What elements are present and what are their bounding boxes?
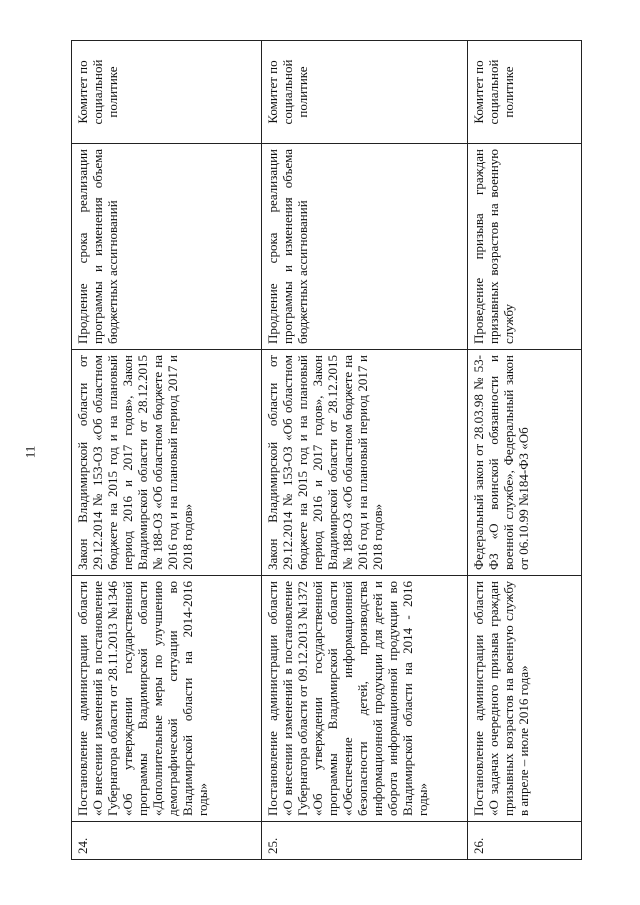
row-number: 24. bbox=[72, 822, 262, 860]
document-title: Постановление администрации области «О внесении изменений в постановление Губернатора области от 28.11.2013 №1346 «Об утверждении государственной программы Владимирской области «Дополнительные меры по улучшению демографической ситуации во Владимирской области на 2014-2016 годы» bbox=[72, 576, 262, 822]
page-number: 11 bbox=[22, 445, 38, 459]
documents-table bbox=[71, 40, 582, 860]
responsible-body: Комитет по социальной политике bbox=[72, 41, 262, 144]
document-title: Постановление администрации области «О внесении изменений в постановление Губернатора области от 09.12.2013 №1372 «Об утверждении государственной программы Владимирской области «Обеспечение информационной безопасности детей, производства информационной продукции для детей и оборота информационной продукции во Владимирской области на 2014 - 2016 годы» bbox=[262, 576, 468, 822]
table-row bbox=[262, 41, 468, 860]
document-title: Постановление администрации области «О задачах очередного призыва граждан призывных возрастов на военную службу в апреле – июле 2016 года» bbox=[468, 576, 582, 822]
responsible-body: Комитет по социальной политике bbox=[262, 41, 468, 144]
table-row bbox=[72, 41, 262, 860]
responsible-body: Комитет по социальной политике bbox=[468, 41, 582, 144]
legal-basis: Закон Владимирской области от 29.12.2014 № 153-ОЗ «Об областном бюджете на 2015 год и на плановый период 2016 и 2017 годов», Закон Владимирской области от 28.12.2015 № 188-ОЗ «Об областном бюджете на 2016 год и на плановый период 2017 и 2018 годов» bbox=[72, 350, 262, 576]
reason: Продление срока реализации программы и изменения объема бюджетных ассигнований bbox=[262, 144, 468, 350]
table-row bbox=[468, 41, 582, 860]
legal-basis: Закон Владимирской области от 29.12.2014 № 153-ОЗ «Об областном бюджете на 2015 год и на плановый период 2016 и 2017 годов», Закон Владимирской области от 28.12.2015 № 188-ОЗ «Об областном бюджете на 2016 год и на плановый период 2017 и 2018 годов» bbox=[262, 350, 468, 576]
reason: Продление срока реализации программы и изменения объема бюджетных ассигнований bbox=[72, 144, 262, 350]
reason: Проведение призыва граждан призывных возрастов на военную службу bbox=[468, 144, 582, 350]
row-number: 26. bbox=[468, 822, 582, 860]
rotated-table-container bbox=[71, 40, 581, 860]
row-number: 25. bbox=[262, 822, 468, 860]
legal-basis: Федеральный закон от 28.03.98 № 53-ФЗ «О воинской обязанности и военной службе», Федеральный закон от 06.10.99 №184-ФЗ «Об bbox=[468, 350, 582, 576]
